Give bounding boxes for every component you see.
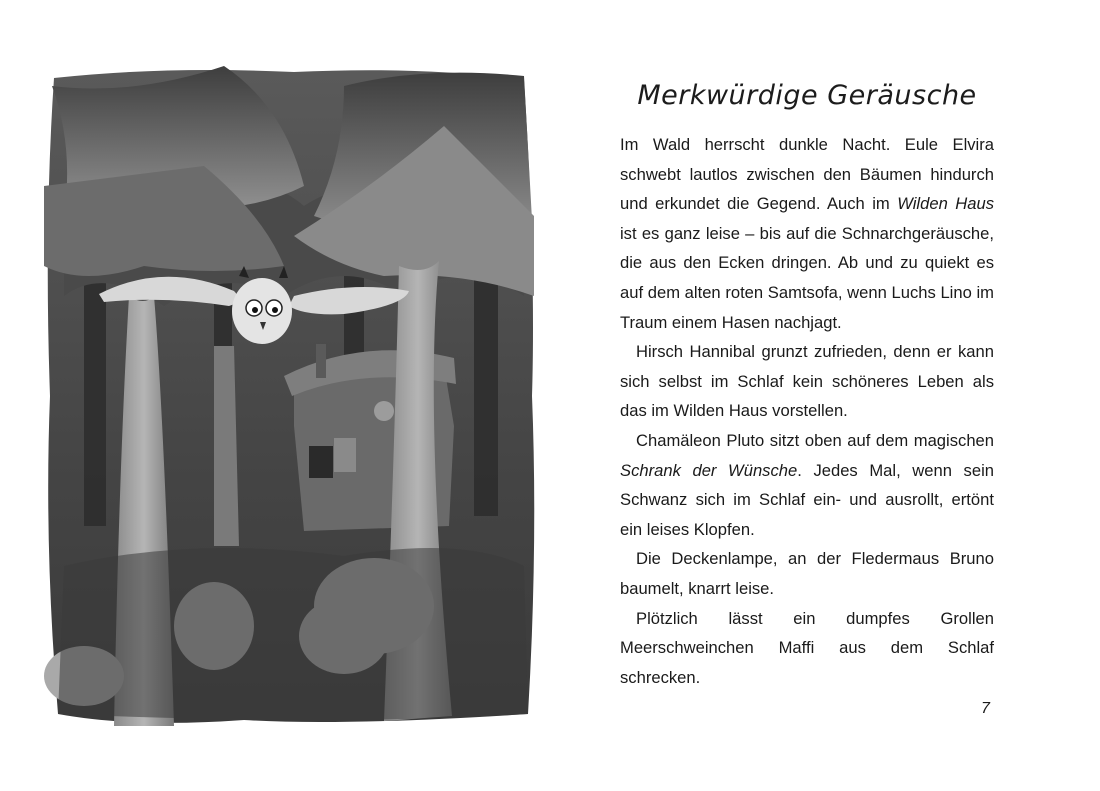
book-title-schrank: Schrank der Wünsche (620, 460, 798, 480)
forest-owl-illustration (44, 66, 537, 726)
page-number: 7 (981, 700, 990, 717)
paragraph-4: Die Deckenlampe, an der Fledermaus Bruno baumelt, knarrt leise. (620, 549, 994, 598)
book-title-wilden-haus: Wilden Haus (897, 194, 994, 214)
chapter-title: Merkwürdige Geräusche (637, 80, 977, 111)
paragraph-1: Im Wald herrscht dunkle Nacht. Eule Elvira schwebt lautlos zwischen den Bäumen hindurch und erkundet die Gegend. Auch im Wilden Haus ist es ganz leise – bis auf die Schnarchgeräusche, die aus den Ecken dringen. Ab und zu quiekt es auf dem alten roten Samtsofa, wenn Luchs Lino im Traum einem Hasen nachjagt. (620, 135, 994, 332)
paragraph-5: Plötzlich lässt ein dumpfes Grollen Meerschweinchen Maffi aus dem Schlaf schrecken. (620, 608, 994, 687)
paragraph-2: Hirsch Hannibal grunzt zufrieden, denn er kann sich selbst im Schlaf kein schöneres Leben als das im Wilden Haus vorstellen. (620, 342, 994, 421)
paragraph-3: Chamäleon Pluto sitzt oben auf dem magischen Schrank der Wünsche. Jedes Mal, wenn sein Schwanz sich im Schlaf ein- und ausrollt, ertönt ein leises Klopfen. (620, 430, 994, 539)
text-column (620, 80, 994, 692)
